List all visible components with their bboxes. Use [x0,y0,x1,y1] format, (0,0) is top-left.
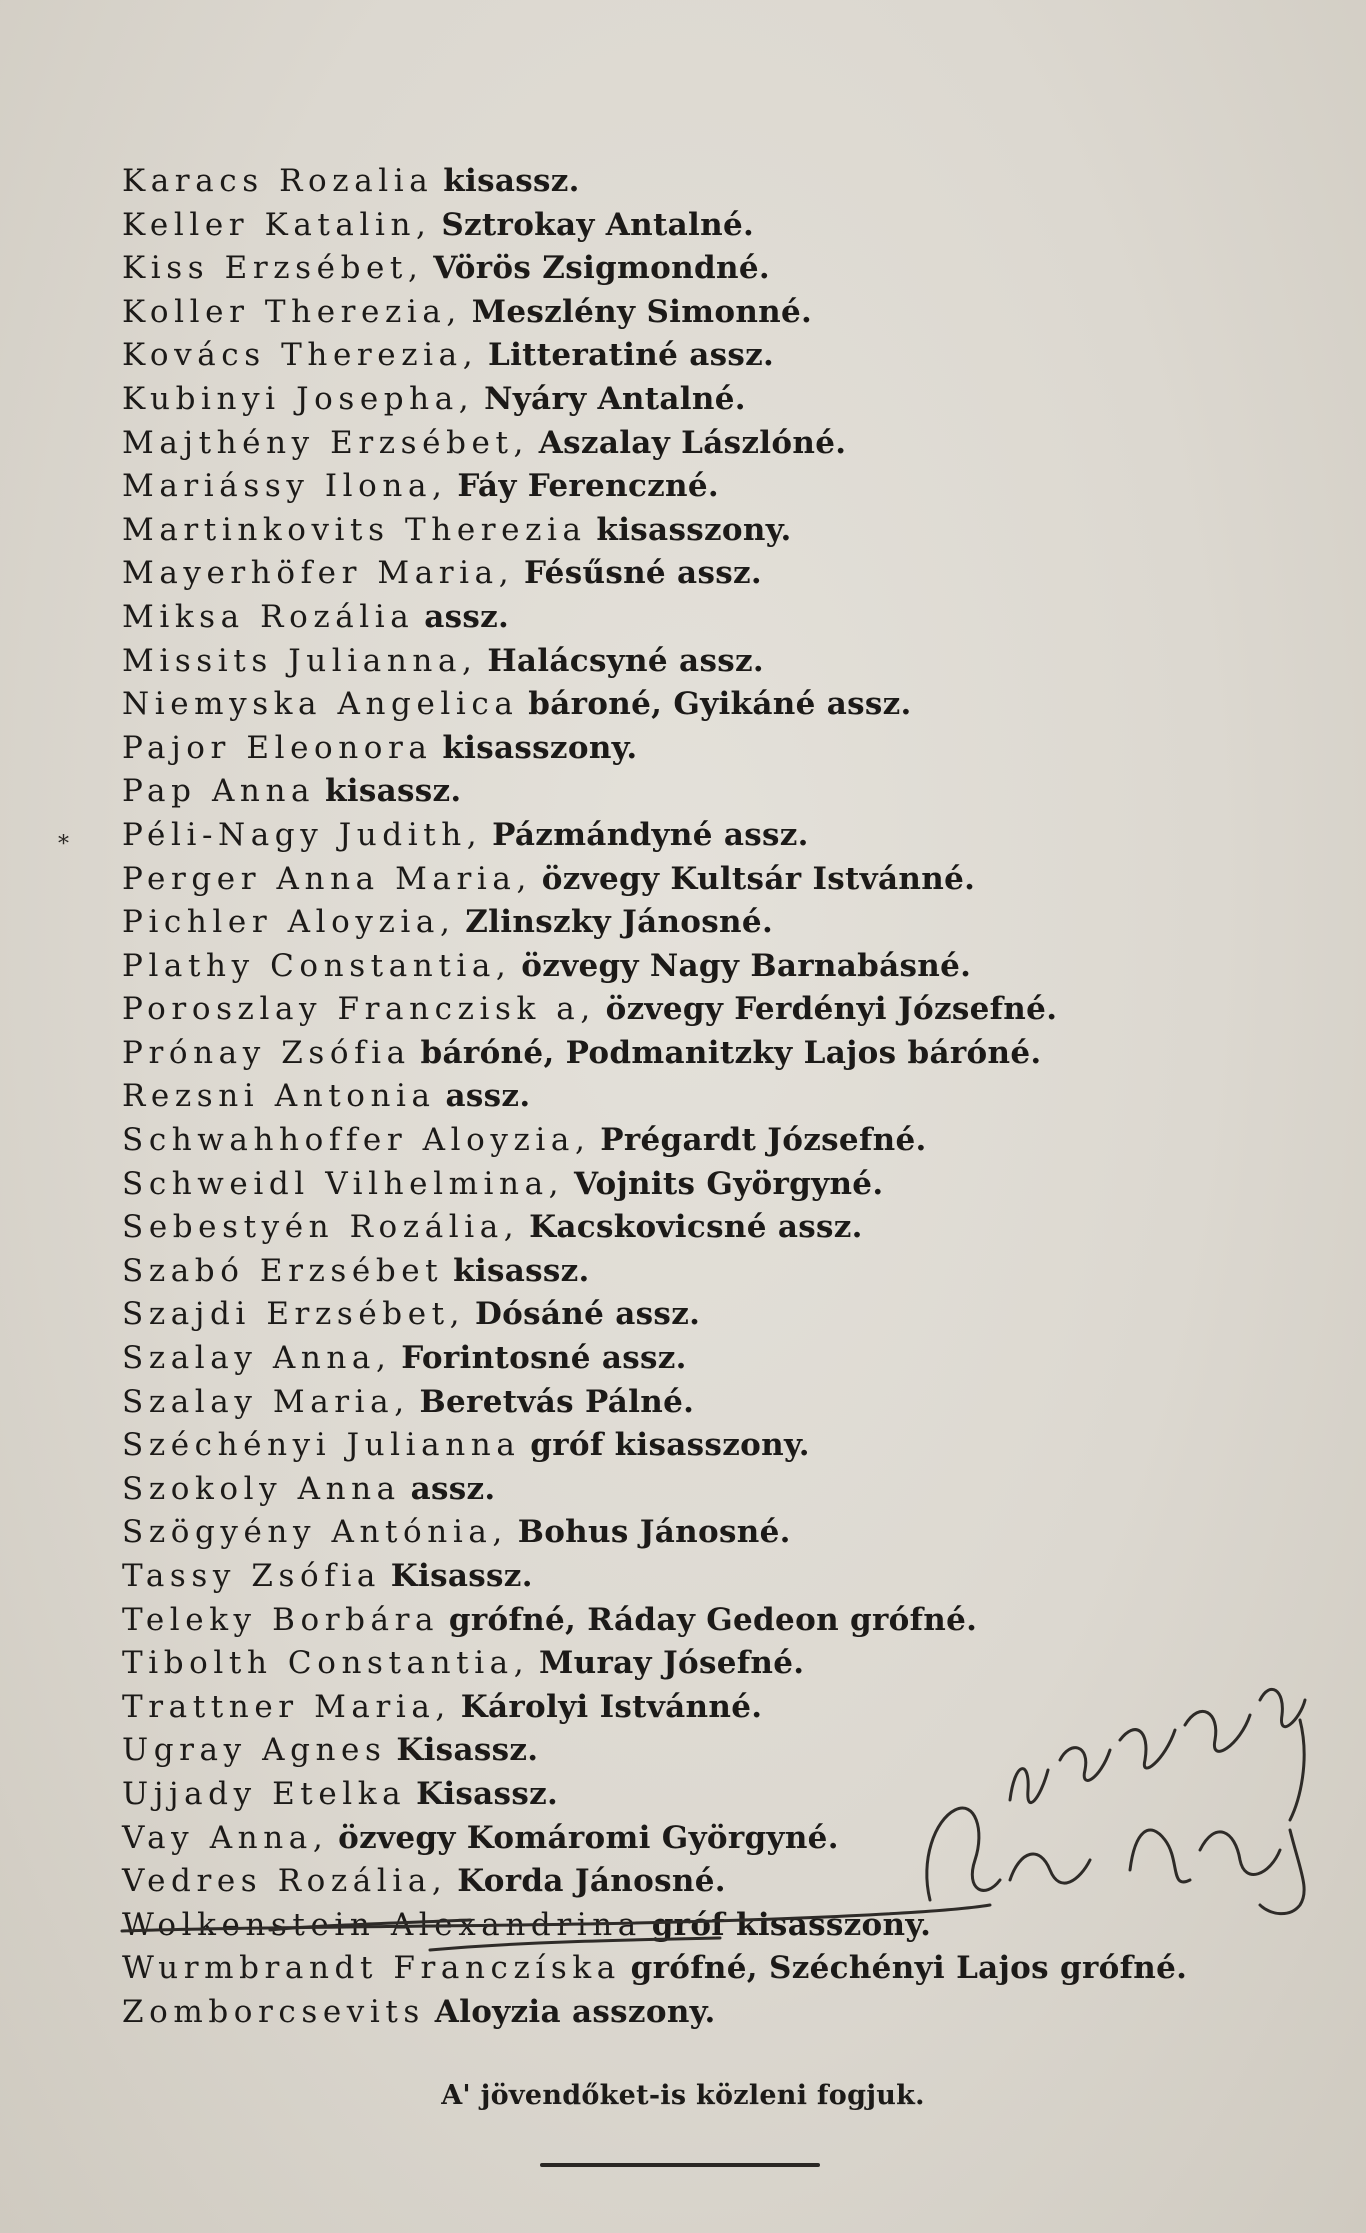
entry-detail: kisassz. [443,163,580,199]
entry-name: Plathy Constantia, [122,947,512,984]
list-item [122,858,1312,902]
subscriber-list [122,160,1312,2035]
entry-name: Szokoly Anna [122,1470,401,1507]
entry-name: Teleky Borbára [122,1601,440,1638]
entry-name: Sebestyén Rozália, [122,1209,520,1246]
list-item [122,1337,1312,1381]
list-item [122,814,1312,858]
entry-name: Niemyska Angelica [122,686,519,723]
list-item [122,1381,1312,1425]
list-item [122,552,1312,596]
entry-detail: özvegy Kultsár Istvánné. [541,860,976,897]
footer-note: A' jövendőket-is közleni fogjuk. [441,2080,925,2111]
entry-detail: Kacskovicsné assz. [529,1209,863,1246]
list-item [122,1511,1312,1555]
entry-detail: Bohus Jánosné. [517,1514,791,1551]
entry-detail: gróf kisasszony. [651,1906,932,1943]
list-item [122,1773,1312,1817]
list-item [122,334,1312,378]
entry-detail: Sztrokay Antalné. [441,206,755,243]
list-item [122,1904,1312,1948]
entry-detail: kisassz. [324,773,462,810]
list-item [122,1860,1312,1904]
entry-name: Keller Katalin, [122,206,432,243]
entry-detail: assz. [410,1470,496,1507]
entry-name: Missits Julianna, [122,642,478,679]
entry-name: Schweidl Vilhelmina, [122,1165,565,1202]
entry-detail: Dósáné assz. [474,1296,701,1333]
entry-detail: Aszalay Lászlóné. [538,424,847,461]
list-item [122,1250,1312,1294]
entry-name: Tassy Zsófia [122,1558,381,1594]
list-item [122,1686,1312,1730]
entry-detail: Forintosné assz. [401,1340,687,1377]
entry-detail: Nyáry Antalné. [484,380,746,417]
list-item [122,1947,1312,1991]
entry-name: Prónay Zsófia [122,1034,411,1071]
entry-name: Trattner Maria, [122,1688,451,1725]
entry-name: Mariássy Ilona, [122,468,448,505]
list-item [122,1424,1312,1468]
entry-name: Karacs Rozalia [122,163,434,199]
entry-detail: özvegy Nagy Barnabásné. [521,947,972,984]
margin-mark: * [58,832,69,857]
list-item [122,1817,1312,1861]
list-item [122,1729,1312,1773]
list-item [122,770,1312,814]
entry-name: Széchényi Julianna [122,1427,521,1464]
list-item [122,291,1312,335]
entry-name: Szalay Anna, [122,1340,392,1377]
entry-detail: Kisassz. [416,1775,559,1812]
entry-name: Wolkenstein Alexandrina [122,1906,642,1943]
list-item [122,1075,1312,1119]
entry-detail: Muray Jósefné. [539,1645,805,1682]
entry-name: Wurmbrandt Franczíska [122,1950,621,1987]
entry-detail: özvegy Ferdényi Józsefné. [605,991,1058,1028]
list-item [122,204,1312,248]
entry-name: Vedres Rozália, [122,1863,448,1900]
entry-name: Kovács Therezia, [122,337,479,374]
entry-detail: grófné, Széchényi Lajos grófné. [630,1950,1188,1987]
entry-name: Koller Therezia, [122,293,462,330]
entry-detail: Korda Jánosné. [457,1863,726,1900]
entry-name: Kubinyi Josepha, [122,380,475,417]
entry-detail: Vojnits Györgyné. [573,1165,884,1202]
entry-name: Ugray Agnes [122,1732,387,1769]
list-item [122,640,1312,684]
entry-detail: kisasszony. [442,729,638,766]
list-item [122,1642,1312,1686]
entry-detail: özvegy Komáromi Györgyné. [338,1819,839,1856]
entry-name: Mayerhöfer Maria, [122,555,515,592]
entry-detail: kisassz. [453,1252,590,1289]
list-item [122,1163,1312,1207]
entry-detail: Fésűsné assz. [524,555,762,592]
entry-detail: Aloyzia asszony. [434,1993,716,2030]
entry-detail: Zlinszky Jánosné. [465,904,774,941]
entry-name: Vay Anna, [122,1819,329,1856]
list-item [122,509,1312,553]
entry-detail: Beretvás Pálné. [419,1383,695,1420]
entry-name: Zomborcsevits [122,1993,425,2030]
entry-detail: Kisassz. [396,1732,539,1769]
entry-name: Miksa Rozália [122,598,415,635]
list-item [122,1293,1312,1337]
entry-name: Martinkovits Therezia [122,511,587,548]
entry-name: Poroszlay Franczisk a, [122,991,596,1028]
entry-name: Szögyény Antónia, [122,1514,508,1551]
list-item [122,1599,1312,1643]
entry-detail: assz. [445,1078,531,1115]
entry-name: Pichler Aloyzia, [122,904,456,941]
list-item [122,1991,1312,2035]
entry-name: Schwahhoffer Aloyzia, [122,1122,591,1159]
entry-name: Péli-Nagy Judith, [122,816,483,853]
entry-name: Tibolth Constantia, [122,1645,530,1682]
entry-name: Rezsni Antonia [122,1078,436,1115]
list-item [122,160,1312,204]
entry-detail: Halácsyné assz. [487,642,764,679]
list-item [122,727,1312,771]
entry-detail: kisasszony. [596,511,792,548]
list-item [122,683,1312,727]
list-item [122,596,1312,640]
list-item [122,945,1312,989]
entry-detail: grófné, Ráday Gedeon grófné. [448,1601,978,1638]
list-item [122,1032,1312,1076]
list-item [122,1206,1312,1250]
entry-name: Majthény Erzsébet, [122,424,529,461]
entry-detail: gróf kisasszony. [530,1427,810,1464]
entry-name: Ujjady Etelka [122,1775,407,1812]
list-item [122,247,1312,291]
entry-detail: Litteratiné assz. [487,337,775,374]
entry-detail: bároné, Gyikáné assz. [528,686,912,723]
entry-name: Szalay Maria, [122,1383,410,1420]
entry-detail: báróné, Podmanitzky Lajos báróné. [420,1034,1042,1071]
entry-detail: Vörös Zsigmondné. [433,250,770,287]
entry-detail: Meszlény Simonné. [471,293,813,330]
entry-name: Perger Anna Maria, [122,860,532,897]
entry-detail: Károlyi Istvánné. [460,1688,763,1725]
list-item [122,422,1312,466]
list-item [122,1119,1312,1163]
entry-name: Pap Anna [122,773,316,810]
entry-name: Szabó Erzsébet [122,1252,444,1289]
list-item [122,378,1312,422]
entry-detail: Prégardt Józsefné. [600,1122,927,1159]
list-item [122,988,1312,1032]
entry-detail: assz. [424,598,510,635]
entry-name: Kiss Erzsébet, [122,250,424,287]
closing-rule [540,2163,820,2167]
list-item [122,901,1312,945]
entry-name: Szajdi Erzsébet, [122,1296,466,1333]
list-item [122,465,1312,509]
entry-name: Pajor Eleonora [122,729,433,766]
entry-detail: Kisassz. [390,1558,533,1594]
list-item [122,1468,1312,1512]
entry-detail: Fáy Ferenczné. [457,468,720,505]
entry-detail: Pázmándyné assz. [492,816,809,853]
list-item [122,1555,1312,1599]
